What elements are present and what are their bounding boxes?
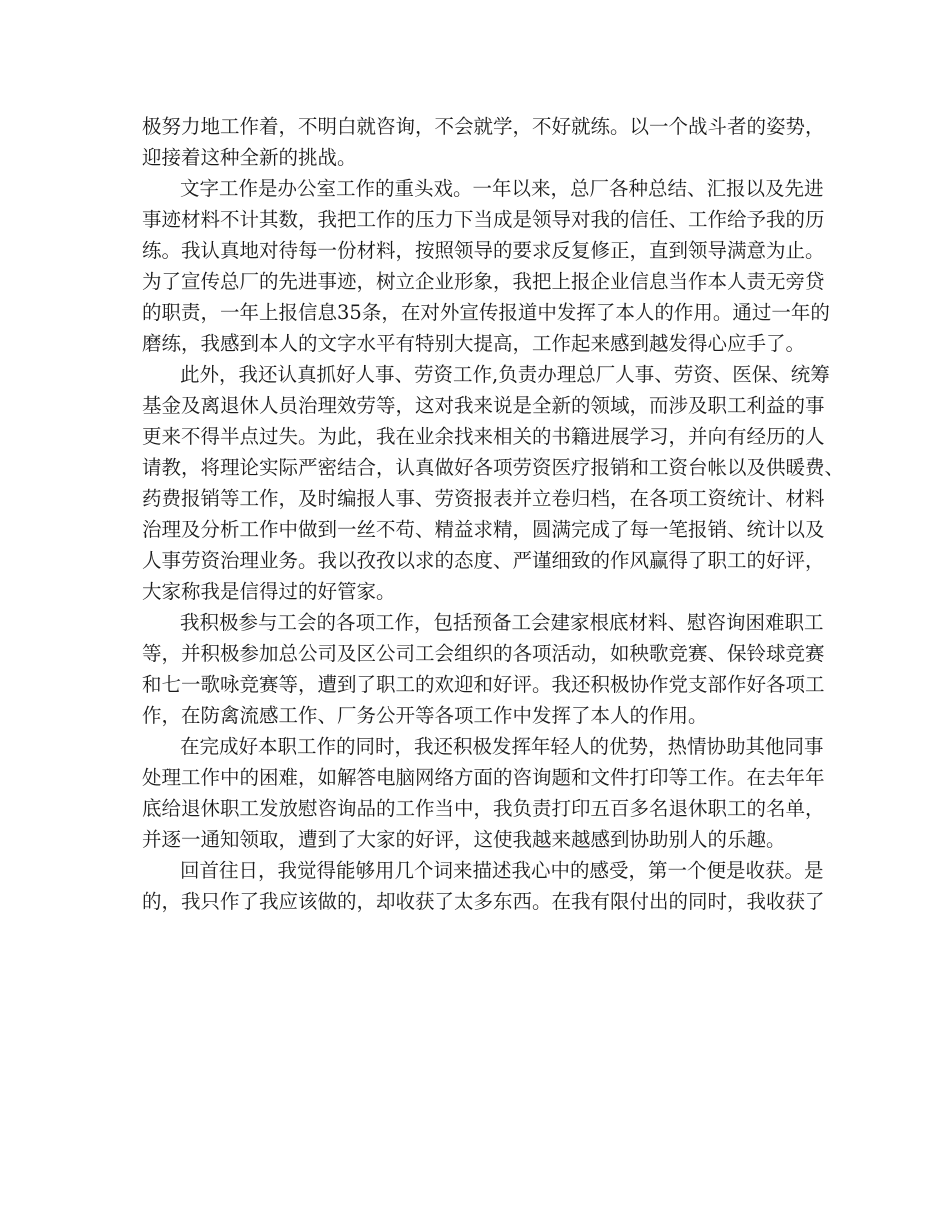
paragraph <box>142 607 825 731</box>
paragraph <box>142 173 830 359</box>
text-line: 基金及离退休人员治理效劳等，这对我来说是全新的领域，而涉及职工利益的事 <box>142 394 825 417</box>
text-line: 作，在防禽流感工作、厂务公开等各项工作中发挥了本人的作用。 <box>142 704 708 727</box>
text-line: 文字工作是办公室工作的重头戏。一年以来，总厂各种总结、汇报以及先进 <box>180 177 824 200</box>
text-line: 我积极参与工会的各项工作，包括预备工会建家根底材料、慰咨询困难职工 <box>180 611 824 634</box>
text-line: 回首往日，我觉得能够用几个词来描述我心中的感受，第一个便是收获。是 <box>180 859 824 882</box>
paragraph <box>142 731 825 855</box>
text-line: 的，我只作了我应该做的，却收获了太多东西。在我有限付出的同时，我收获了 <box>142 890 825 913</box>
text-line: 请教，将理论实际严密结合，认真做好各项劳资医疗报销和工资台帐以及供暖费、 <box>142 456 845 479</box>
text-line: 并逐一通知领取，遭到了大家的好评，这使我越来越感到协助别人的乐趣。 <box>142 828 786 851</box>
text-line: 药费报销等工作，及时编报人事、劳资报表并立卷归档，在各项工资统计、材料 <box>142 487 825 510</box>
paragraph <box>142 855 825 917</box>
paragraph <box>142 359 845 607</box>
text-line: 处理工作中的困难，如解答电脑网络方面的咨询题和文件打印等工作。在去年年 <box>142 766 825 789</box>
text-line: 事迹材料不计其数，我把工作的压力下当成是领导对我的信任、工作给予我的历 <box>142 208 825 231</box>
text-line: 练。我认真地对待每一份材料，按照领导的要求反复修正，直到领导满意为止。 <box>142 239 825 262</box>
text-line: 此外，我还认真抓好人事、劳资工作,负责办理总厂人事、劳资、医保、统筹 <box>180 363 830 386</box>
text-line: 迎接着这种全新的挑战。 <box>142 146 357 169</box>
document-body <box>142 111 845 917</box>
text-line: 极努力地工作着，不明白就咨询，不会就学，不好就练。以一个战斗者的姿势， <box>142 115 825 138</box>
text-line: 大家称我是信得过的好管家。 <box>142 580 396 603</box>
paragraph <box>142 111 825 173</box>
text-line: 和七一歌咏竞赛等，遭到了职工的欢迎和好评。我还积极协作党支部作好各项工 <box>142 673 825 696</box>
text-line: 等，并积极参加总公司及区公司工会组织的各项活动，如秧歌竞赛、保铃球竞赛 <box>142 642 825 665</box>
text-line: 治理及分析工作中做到一丝不苟、精益求精，圆满完成了每一笔报销、统计以及 <box>142 518 825 541</box>
text-line: 底给退休职工发放慰咨询品的工作当中，我负责打印五百多名退休职工的名单， <box>142 797 825 820</box>
text-line: 磨练，我感到本人的文字水平有特别大提高，工作起来感到越发得心应手了。 <box>142 332 806 355</box>
text-line: 的职责，一年上报信息35条，在对外宣传报道中发挥了本人的作用。通过一年的 <box>142 301 830 324</box>
text-line: 人事劳资治理业务。我以孜孜以求的态度、严谨细致的作风赢得了职工的好评， <box>142 549 825 572</box>
text-line: 为了宣传总厂的先进事迹，树立企业形象，我把上报企业信息当作本人责无旁贷 <box>142 270 825 293</box>
text-line: 在完成好本职工作的同时，我还积极发挥年轻人的优势，热情协助其他同事 <box>180 735 824 758</box>
text-line: 更来不得半点过失。为此，我在业余找来相关的书籍进展学习，并向有经历的人 <box>142 425 825 448</box>
